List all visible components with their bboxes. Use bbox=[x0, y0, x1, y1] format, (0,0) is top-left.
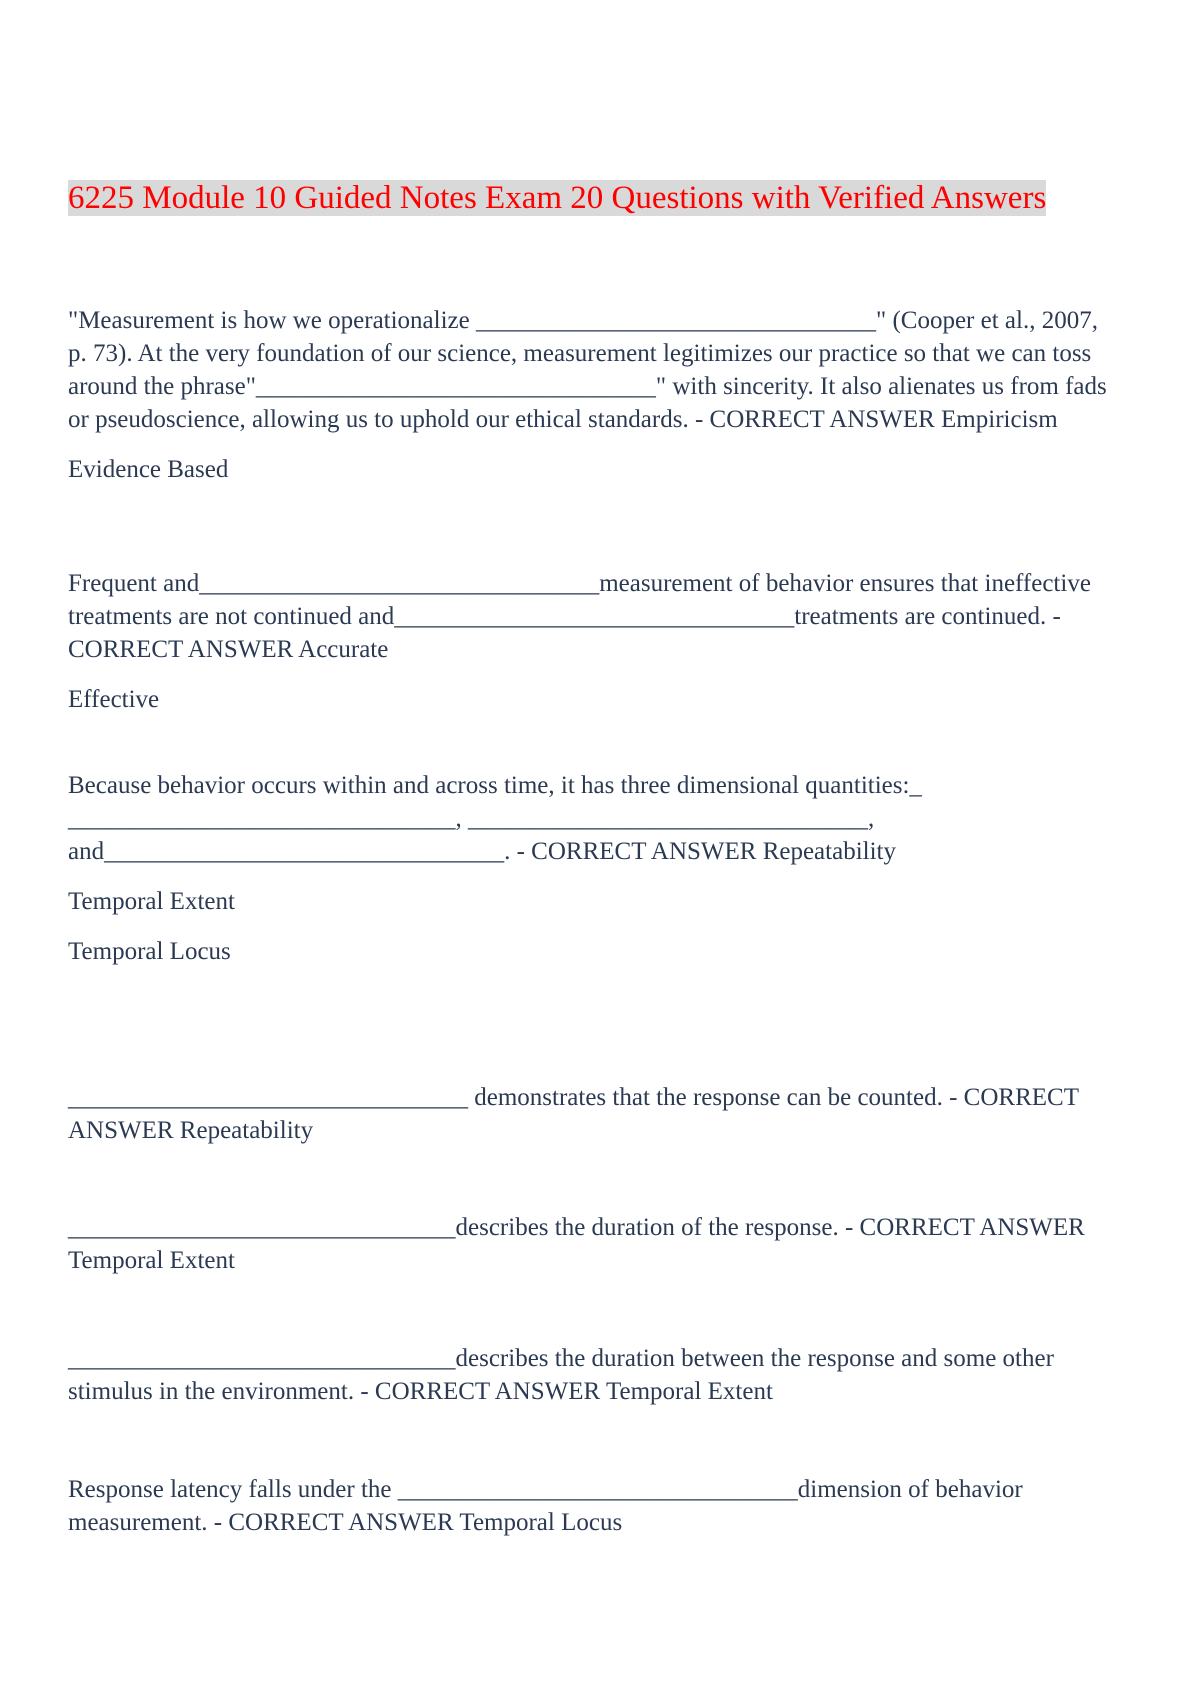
question-text: Frequent and________________________________measurement of behavior ensures that ineffective treatments are not continued and________________________________treatments are continued. - CORRECT ANSWER Accurate bbox=[68, 570, 1091, 663]
question-text: Because behavior occurs within and across time, it has three dimensional quantities:_ _______________________________, ________________________________, and________________________________. - CORRECT ANSWER Repeatability bbox=[68, 772, 922, 865]
qa-item-5 bbox=[68, 1211, 1118, 1277]
qa-item-2 bbox=[68, 567, 1118, 716]
question-text: Response latency falls under the ________________________________dimension of behavior measurement. - CORRECT ANSWER Temporal Locus bbox=[68, 1476, 1023, 1536]
document-page bbox=[68, 176, 1118, 1536]
qa-item-6 bbox=[68, 1342, 1118, 1408]
qa-item-1 bbox=[68, 304, 1118, 486]
answer-line: Temporal Locus bbox=[68, 938, 231, 965]
answer-line: Temporal Extent bbox=[68, 888, 235, 915]
question-text: _______________________________describes the duration of the response. - CORRECT ANSWER Temporal Extent bbox=[68, 1214, 1085, 1274]
qa-item-7 bbox=[68, 1473, 1118, 1539]
qa-item-3 bbox=[68, 769, 1118, 968]
document-title: 6225 Module 10 Guided Notes Exam 20 Questions with Verified Answers bbox=[68, 180, 1047, 216]
qa-item-4 bbox=[68, 1081, 1118, 1147]
answer-line: Effective bbox=[68, 686, 160, 713]
question-text: "Measurement is how we operationalize ________________________________" (Cooper et al., 2007, p. 73). At the very foundation of our science, measurement legitimizes our practice so that we can toss around the phrase"________________________________" with sincerity. It also alienates us from fads or pseudoscience, allowing us to uphold our ethical standards. - CORRECT ANSWER Empiricism bbox=[68, 307, 1107, 433]
question-text: _______________________________describes the duration between the response and some other stimulus in the environment. - CORRECT ANSWER Temporal Extent bbox=[68, 1345, 1054, 1405]
answer-line: Evidence Based bbox=[68, 456, 229, 483]
question-text: ________________________________ demonstrates that the response can be counted. - CORRECT ANSWER Repeatability bbox=[68, 1084, 1079, 1144]
